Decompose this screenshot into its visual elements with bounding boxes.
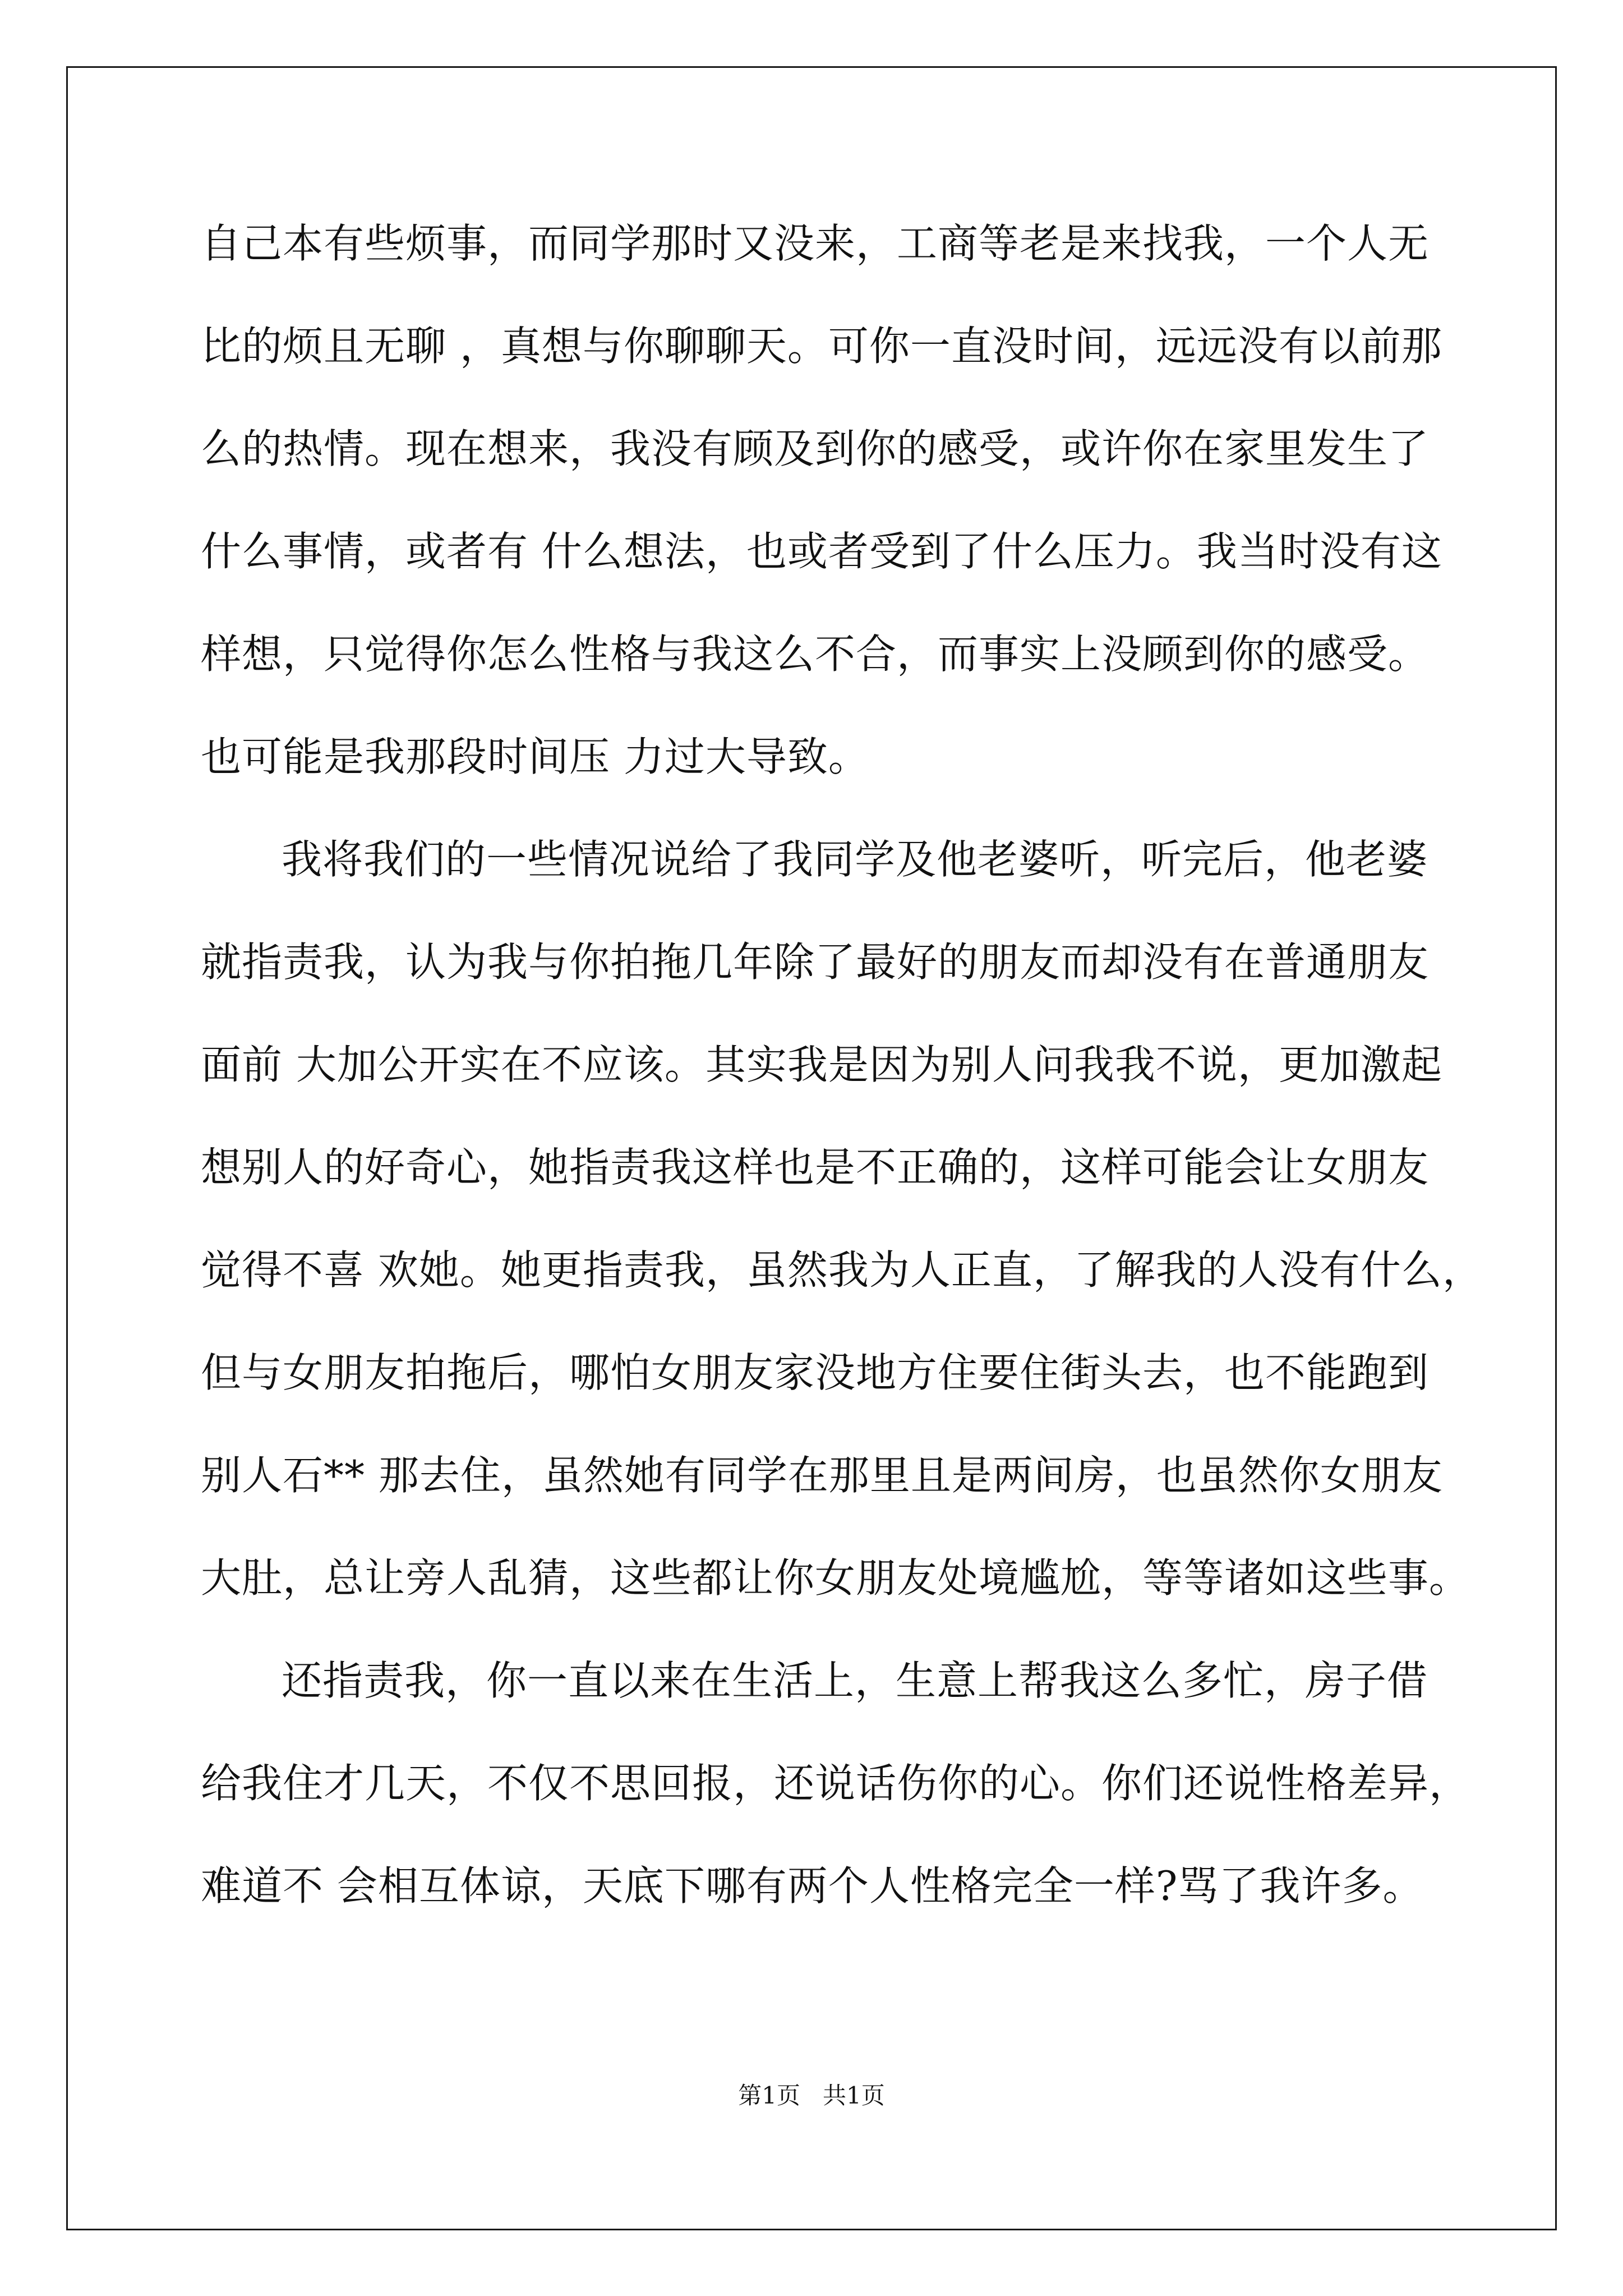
- text-line: 就指责我，认为我与你拍拖几年除了最好的朋友而却没有在普通朋友: [201, 938, 1430, 986]
- text-line: 但与女朋友拍拖后，哪怕女朋友家没地方住要住街头去，也不能跑到: [201, 1349, 1430, 1396]
- text-line: 难道不 会相互体谅，天底下哪有两个人性格完全一样?骂了我许多。: [201, 1862, 1424, 1910]
- text-line: 觉得不喜 欢她。她更指责我，虽然我为人正直，了解我的人没有什么，: [201, 1246, 1483, 1294]
- text-line: 给我住才几天，不仅不思回报，还说话伤你的心。你们还说性格差异，: [201, 1760, 1470, 1807]
- text-line: 面前 大加公开实在不应该。其实我是因为别人问我我不说，更加激起: [201, 1041, 1442, 1088]
- paragraph-first-line: 我将我们的一些情况说给了我同学及他老婆听，听完后，他老婆: [282, 836, 1428, 883]
- text-line: 想别人的好奇心，她指责我这样也是不正确的，这样可能会让女朋友: [201, 1144, 1430, 1191]
- page-number-footer: 第1页 共1页: [738, 2082, 885, 2109]
- text-line: 什么事情，或者有 什么想法，也或者受到了什么压力。我当时没有这: [201, 528, 1442, 575]
- text-line: 比的烦且无聊 ，真想与你聊聊天。可你一直没时间，远远没有以前那: [201, 323, 1442, 370]
- text-line: 大肚，总让旁人乱猜，这些都让你女朋友处境尴尬，等等诸如这些事。: [201, 1554, 1470, 1602]
- text-line: 自己本有些烦事，而同学那时又没来，工商等老是来找我，一个人无: [201, 220, 1430, 267]
- text-line: 也可能是我那段时间压 力过大导致。: [201, 733, 869, 780]
- text-line: 么的热情。现在想来，我没有顾及到你的感受，或许你在家里发生了: [201, 425, 1430, 472]
- paragraph-first-line: 还指责我，你一直以来在生活上，生意上帮我这么多忙，房子借: [282, 1657, 1428, 1704]
- text-line: 样想，只觉得你怎么性格与我这么不合，而事实上没顾到你的感受。: [201, 631, 1430, 678]
- text-line: 别人石** 那去住，虽然她有同学在那里且是两间房，也虽然你女朋友: [201, 1452, 1443, 1499]
